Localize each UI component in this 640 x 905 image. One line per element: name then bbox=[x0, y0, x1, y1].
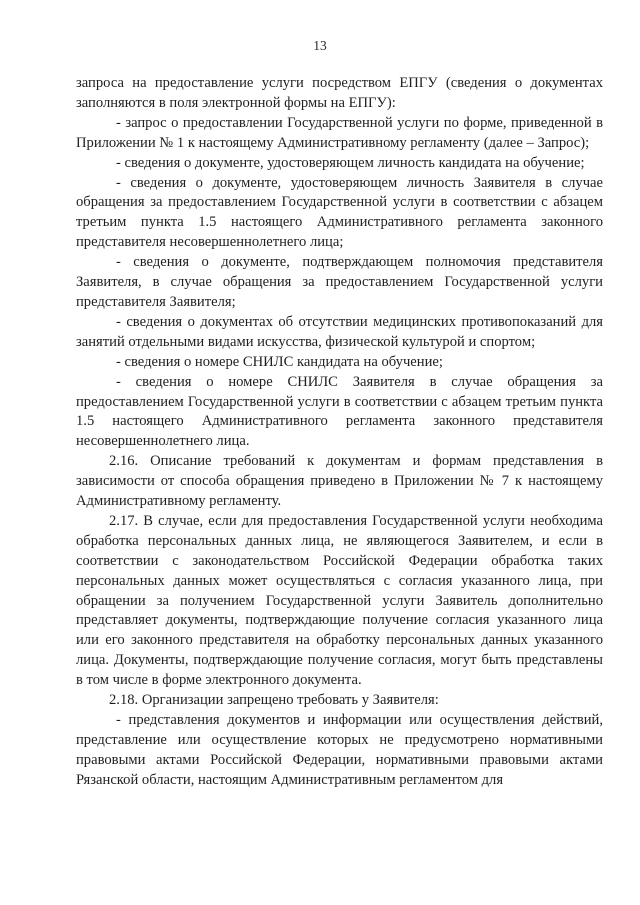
list-item-candidate-snils: - сведения о номере СНИЛС кандидата на обучение; bbox=[116, 353, 443, 370]
paragraph-2-16: 2.16. Описание требований к документам и формам представления в зависимости от способа обращения приведено в Приложении № 7 к настоящему Административному регламенту. bbox=[76, 453, 603, 510]
paragraph-request-intro: запроса на предоставление услуги посредством ЕПГУ (сведения о документах заполняются в поля электронной формы на ЕПГУ): bbox=[76, 75, 603, 111]
paragraph-2-18: 2.18. Организации запрещено требовать у Заявителя: bbox=[109, 692, 439, 709]
list-item-request-form: - запрос о предоставлении Государственной услуги по форме, приведенной в Приложении № 1 к настоящему Административному регламенту (далее – Запрос); bbox=[76, 114, 603, 151]
paragraph-2-17: 2.17. В случае, если для предоставления Государственной услуги необходима обработка персональных данных лица, не являющегося Заявителем, и если в соответствии с законодательством Российской Федерации обработка таких персональных данных может осуществляться с согласия указанного лица, при обращении за получением Государственной услуги Заявитель дополнительно представляет документы, подтверждающие получение согласия указанного лица или его законного представителя на обработку персональных данных указанного лица. Документы, подтверждающие получение согласия, могут быть представлены в том числе в форме электронного документа. bbox=[76, 512, 603, 689]
list-item-medical-documents: - сведения о документах об отсутствии медицинских противопоказаний для занятий отдельными видами искусства, физической культурой и спортом; bbox=[76, 313, 603, 350]
list-item-candidate-id: - сведения о документе, удостоверяющем личность кандидата на обучение; bbox=[116, 154, 585, 171]
list-item-representative-authority: - сведения о документе, подтверждающем полномочия представителя Заявителя, в случае обращения за предоставлением Государственной услуги представителя Заявителя; bbox=[76, 254, 603, 310]
list-item-applicant-id: - сведения о документе, удостоверяющем личность Заявителя в случае обращения за предоставлением Государственной услуги в соответствии с абзацем третьим пункта 1.5 настоящего Административного регламента законного представителя несовершеннолетнего лица; bbox=[76, 174, 603, 251]
page-number: 13 bbox=[313, 38, 327, 53]
list-item-prohibited-requirements: - представления документов и информации или осуществления действий, представление или осуществление которых не предусмотрено нормативными правовыми актами Российской Федерации, нормативными правовыми актами Рязанской области, настоящим Административным регламентом для bbox=[76, 712, 603, 788]
document-body bbox=[76, 74, 603, 791]
list-item-applicant-snils: - сведения о номере СНИЛС Заявителя в случае обращения за предоставлением Государственной услуги в соответствии с абзацем третьим пункта 1.5 настоящего Административного регламента законного представителя несовершеннолетнего лица. bbox=[76, 373, 603, 450]
